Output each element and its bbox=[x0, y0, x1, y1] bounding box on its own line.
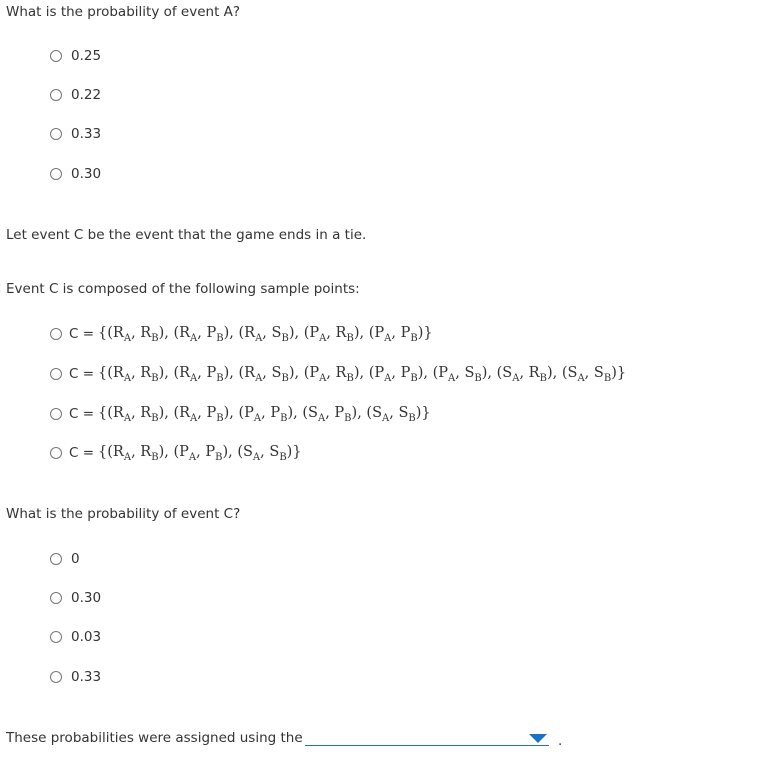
option-label: 0.25 bbox=[71, 48, 102, 64]
radio-button[interactable] bbox=[50, 592, 62, 604]
subscript: B bbox=[410, 372, 418, 384]
radio-button[interactable] bbox=[50, 553, 62, 565]
subscript: A bbox=[577, 372, 585, 384]
subscript: B bbox=[344, 412, 352, 424]
option-pc-2[interactable] bbox=[50, 629, 101, 645]
sample-set: {($R_A$, $R_B$), ($R_A$, $P_B$), ($R_A$, $S_B$), ($P_A$, $R_B$), ($P_A$, $P_B$)} bbox=[98, 325, 433, 344]
option-a-0[interactable] bbox=[50, 48, 101, 64]
option-label: 0.30 bbox=[71, 590, 102, 606]
subscript: A bbox=[188, 451, 197, 463]
option-a-3[interactable] bbox=[50, 166, 101, 182]
subscript: A bbox=[319, 372, 327, 384]
subscript: B bbox=[280, 412, 288, 424]
radio-button[interactable] bbox=[50, 328, 62, 340]
sample-set: {($R_A$, $R_B$), ($P_A$, $P_B$), ($S_A$, $S_B$)} bbox=[98, 444, 302, 463]
c-prefix: C = bbox=[69, 406, 95, 423]
subscript: B bbox=[281, 332, 289, 344]
c-prefix: C = bbox=[69, 366, 95, 383]
subscript: B bbox=[151, 372, 159, 384]
subscript: B bbox=[216, 372, 224, 384]
method-dropdown[interactable] bbox=[305, 729, 549, 746]
subscript: B bbox=[151, 451, 159, 463]
sample-set: {($R_A$, $R_B$), ($R_A$, $P_B$), ($R_A$, $S_B$), ($P_A$, $R_B$), ($P_A$, $P_B$), ($P_A$, $S_B$), ($S_A$, $R_B$), ($S_A$, $S_B$)} bbox=[98, 365, 627, 384]
subscript: B bbox=[279, 451, 287, 463]
subscript: B bbox=[281, 372, 289, 384]
subscript: A bbox=[190, 332, 198, 344]
question-event-c-composition: Event C is composed of the following sample points: bbox=[6, 281, 360, 297]
subscript: A bbox=[382, 412, 390, 424]
radio-button[interactable] bbox=[50, 671, 62, 683]
sample-set: {($R_A$, $R_B$), ($R_A$, $P_B$), ($P_A$, $P_B$), ($S_A$, $P_B$), ($S_A$, $S_B$)} bbox=[98, 405, 431, 424]
option-c-2[interactable] bbox=[50, 405, 431, 424]
option-label: 0.33 bbox=[71, 669, 102, 685]
subscript: A bbox=[384, 332, 392, 344]
subscript: B bbox=[410, 332, 418, 344]
option-label: 0.22 bbox=[71, 87, 102, 103]
subscript: A bbox=[123, 332, 132, 344]
subscript: B bbox=[215, 451, 223, 463]
option-a-1[interactable] bbox=[50, 87, 101, 103]
caret-down-icon[interactable] bbox=[529, 734, 547, 743]
subscript: A bbox=[317, 412, 326, 424]
subscript: B bbox=[603, 372, 612, 384]
subscript: A bbox=[255, 332, 263, 344]
option-a-2[interactable] bbox=[50, 126, 101, 142]
question-probability-c: What is the probability of event C? bbox=[6, 506, 241, 522]
subscript: A bbox=[123, 451, 132, 463]
c-prefix: C = bbox=[69, 445, 95, 462]
option-c-0[interactable] bbox=[50, 325, 433, 344]
subscript: B bbox=[216, 412, 224, 424]
subscript: A bbox=[123, 372, 132, 384]
subscript: A bbox=[190, 372, 198, 384]
option-label: 0.03 bbox=[71, 629, 102, 645]
subscript: B bbox=[216, 332, 224, 344]
radio-button[interactable] bbox=[50, 408, 62, 420]
option-c-3[interactable] bbox=[50, 444, 302, 463]
subscript: A bbox=[253, 412, 262, 424]
option-label: 0.30 bbox=[71, 166, 102, 182]
option-pc-3[interactable] bbox=[50, 669, 101, 685]
subscript: A bbox=[252, 451, 261, 463]
subscript: B bbox=[539, 372, 547, 384]
radio-button[interactable] bbox=[50, 168, 62, 180]
radio-button[interactable] bbox=[50, 447, 62, 459]
subscript: B bbox=[151, 412, 159, 424]
subscript: A bbox=[319, 332, 327, 344]
subscript: A bbox=[190, 412, 198, 424]
subscript: B bbox=[474, 372, 482, 384]
option-pc-0[interactable] bbox=[50, 551, 80, 567]
question-assignment-method: These probabilities were assigned using the bbox=[6, 730, 303, 746]
subscript: A bbox=[512, 372, 520, 384]
statement-event-c: Let event C be the event that the game ends in a tie. bbox=[6, 227, 367, 243]
radio-button[interactable] bbox=[50, 368, 62, 380]
subscript: B bbox=[408, 412, 416, 424]
subscript: A bbox=[448, 372, 456, 384]
c-prefix: C = bbox=[69, 326, 95, 343]
radio-button[interactable] bbox=[50, 631, 62, 643]
sentence-period: . bbox=[558, 733, 563, 749]
option-pc-1[interactable] bbox=[50, 590, 101, 606]
subscript: A bbox=[123, 412, 132, 424]
subscript: A bbox=[384, 372, 392, 384]
radio-button[interactable] bbox=[50, 89, 62, 101]
option-c-1[interactable] bbox=[50, 365, 626, 384]
subscript: B bbox=[151, 332, 159, 344]
option-label: 0.33 bbox=[71, 126, 102, 142]
question-probability-a: What is the probability of event A? bbox=[6, 4, 241, 20]
radio-button[interactable] bbox=[50, 128, 62, 140]
subscript: B bbox=[346, 372, 354, 384]
subscript: B bbox=[346, 332, 354, 344]
option-label: 0 bbox=[71, 551, 80, 567]
radio-button[interactable] bbox=[50, 50, 62, 62]
subscript: A bbox=[255, 372, 263, 384]
